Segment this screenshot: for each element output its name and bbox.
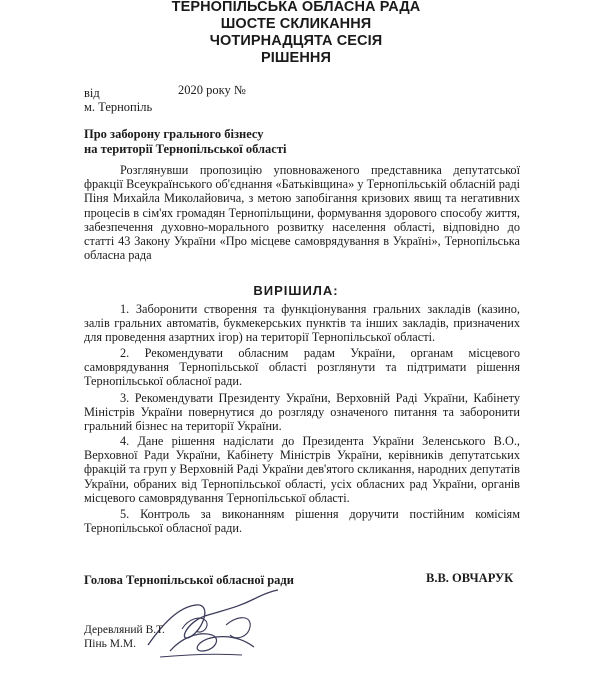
council-name: ТЕРНОПІЛЬСЬКА ОБЛАСНА РАДА [171, 0, 421, 15]
city: м. Тернопіль [84, 100, 153, 114]
resolution-item: 1. Заборонити створення та функціонування гральних закладів (казино, залів гральних автоматів, букмекерських пунктів та інших закладів, призначених для проведення азартних ігор) на території Тернопільської області. [84, 302, 520, 345]
author-name: Деревляний В.Т. [84, 624, 165, 636]
resolution-item: 3. Рекомендувати Президенту України, Верховній Раді України, Кабінету Міністрів України повернутися до розгляду означеного питання та заборонити гральний бізнес на території України. [84, 391, 520, 434]
author-name: Пінь М.М. [84, 638, 136, 650]
signatory-title: Голова Тернопільської обласної ради [84, 573, 294, 587]
resolution-item: 4. Дане рішення надіслати до Президента України Зеленського В.О., Верховної Ради України, Кабінету Міністрів України, керівників депутатських фракцій та груп у Верховній Раді України дев'ятого скликання, народних депутатів України, обраних від Тернопільської області, усіх обласних рад України, органів місцевого самоврядування Тернопільської області. [84, 434, 520, 505]
resolved-heading: ВИРІШИЛА: [253, 283, 339, 298]
date-label: від [84, 86, 100, 100]
convocation: ШОСТЕ СКЛИКАННЯ [220, 16, 372, 32]
subject-line-2: на території Тернопільської області [84, 142, 287, 156]
resolution-item: 5. Контроль за виконанням рішення доручити постійним комісіям Тернопільської обласної ради. [84, 507, 520, 536]
subject-heading [84, 127, 286, 157]
subject-line-1: Про заборону грального бізнесу [84, 127, 264, 141]
preamble-paragraph: Розглянувши пропозицію уповноваженого представника депутатської фракції Всеукраїнського об'єднання «Батьківщина» у Тернопільській обласній раді Піня Михайла Миколайовича, з метою запобігання кризових явищ та негативних процесів в сім'ях громадян Тернопільщини, формування здорового способу життя, забезпечення духовно-морального розвитку населення області, відповідно до статті 43 Закону України «Про місцеве самоврядування в Україні», Тернопільська обласна рада [84, 163, 520, 263]
document-type: РІШЕННЯ [260, 50, 331, 66]
signatory-name: В.В. ОВЧАРУК [426, 571, 514, 585]
session: ЧОТИРНАДЦЯТА СЕСІЯ [209, 33, 383, 49]
year-number: 2020 року № [178, 83, 246, 97]
resolution-item: 2. Рекомендувати обласним радам України, органам місцевого самоврядування Тернопільської області розглянути та підтримати рішення Тернопільської обласної ради. [84, 346, 520, 389]
